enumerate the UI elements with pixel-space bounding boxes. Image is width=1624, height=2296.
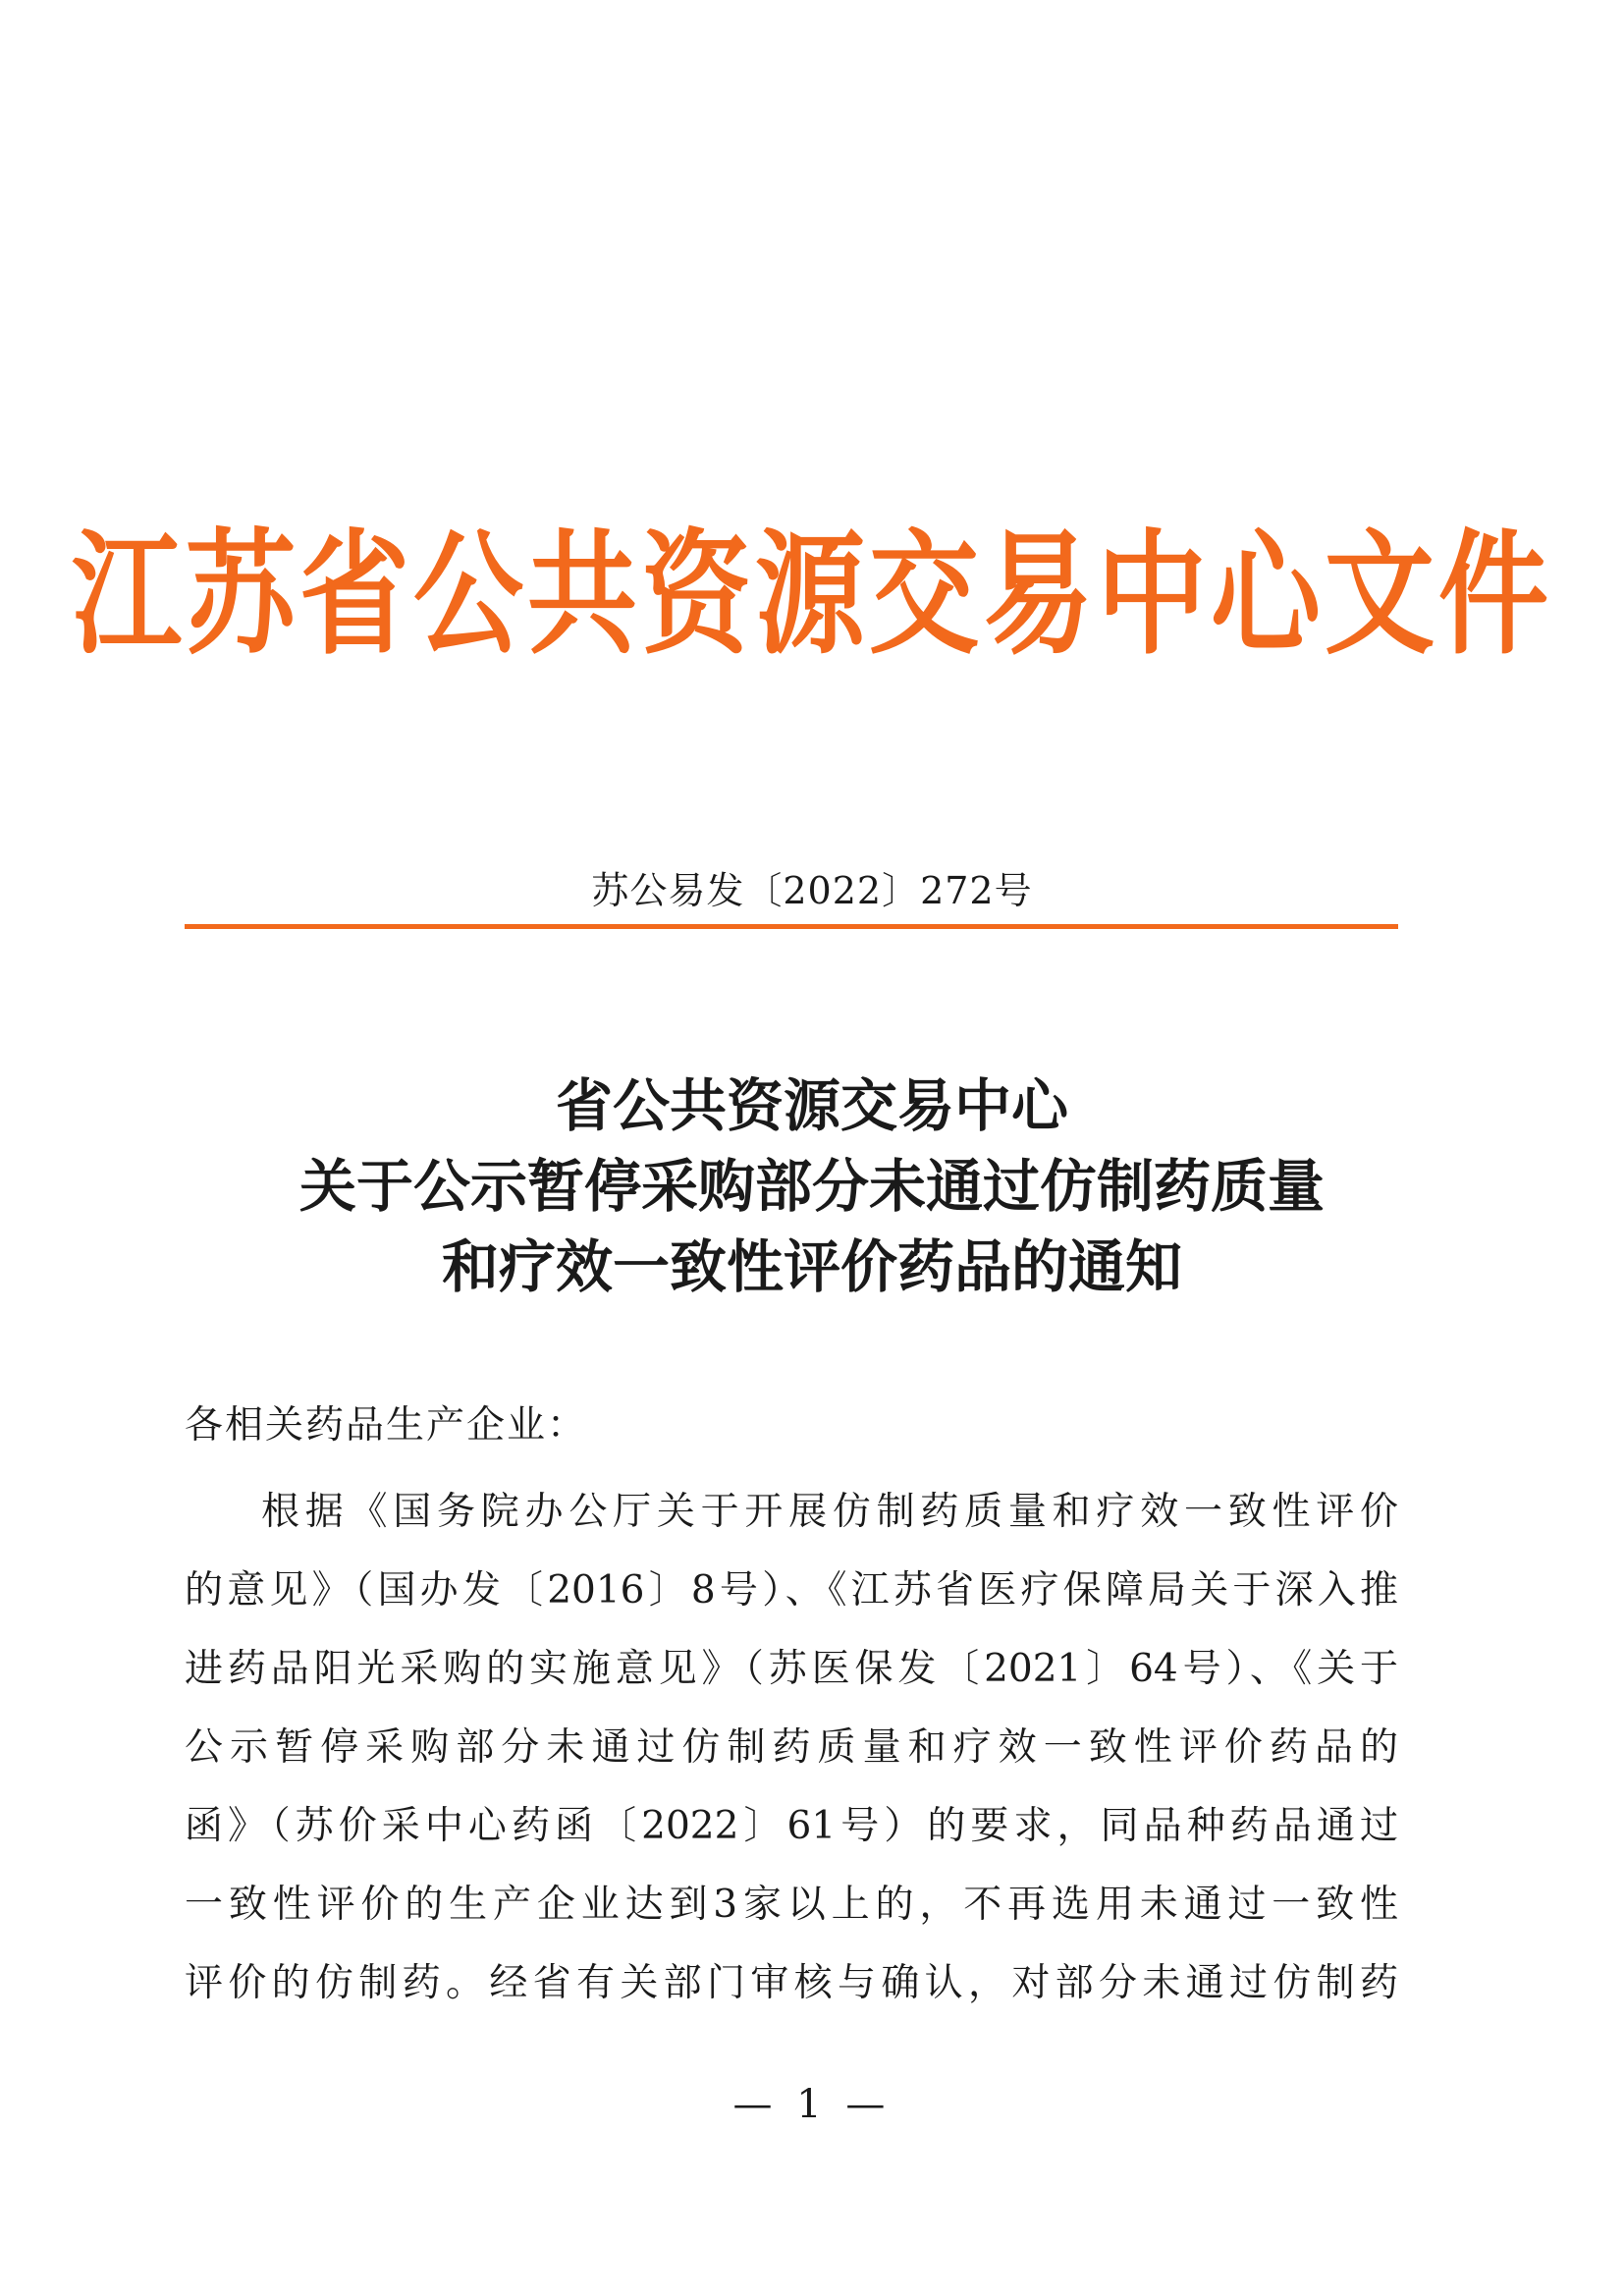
body-line-1: 根据《国务院办公厅关于开展仿制药质量和疗效一致性评价	[261, 1490, 1398, 1534]
document-number: 苏公易发〔2022〕272号	[591, 869, 1033, 912]
masthead-title: 江苏省公共资源交易中心文件	[72, 518, 1552, 674]
notice-title	[0, 1066, 1624, 1307]
body-paragraph	[185, 1473, 1398, 2023]
body-line-5: 函》（苏价采中心药函〔2022〕61号）的要求，同品种药品通过	[185, 1804, 1398, 1848]
title-line-3: 和疗效一致性评价药品的通知	[441, 1233, 1182, 1300]
body-line-4: 公示暂停采购部分未通过仿制药质量和疗效一致性评价药品的	[185, 1725, 1398, 1770]
salutation: 各相关药品生产企业：	[185, 1403, 588, 1448]
title-line-2: 关于公示暂停采购部分未通过仿制药质量	[298, 1153, 1325, 1220]
body-line-6: 一致性评价的生产企业达到3家以上的，不再选用未通过一致性	[185, 1883, 1398, 1927]
page-number: — 1 —	[732, 2082, 892, 2127]
body-line-2: 的意见》（国办发〔2016〕8号）、《江苏省医疗保障局关于深入推	[185, 1568, 1398, 1613]
title-line-1: 省公共资源交易中心	[555, 1072, 1068, 1139]
red-separator-rule	[185, 924, 1398, 929]
body-line-7: 评价的仿制药。经省有关部门审核与确认，对部分未通过仿制药	[185, 1961, 1398, 2005]
body-line-3: 进药品阳光采购的实施意见》（苏医保发〔2021〕64号）、《关于	[185, 1647, 1398, 1691]
